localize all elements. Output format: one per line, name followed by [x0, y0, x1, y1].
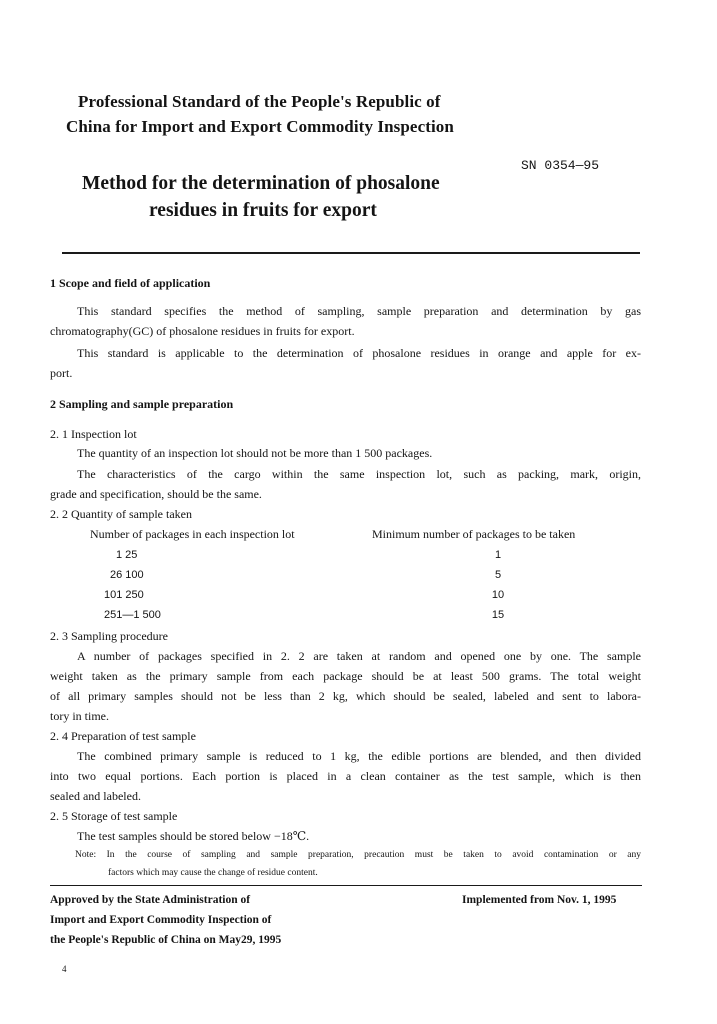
table-row-2-min: 5 [494, 569, 502, 581]
section-2-3-line-3: of all primary samples should not be less than 2 kg, which should be sealed, labeled and sent to labora- [50, 689, 641, 703]
page-number: 4 [62, 964, 67, 974]
section-2-3-line-1: A number of packages specified in 2. 2 are taken at random and opened one by one. The sample [77, 649, 641, 663]
implementation-date: Implemented from Nov. 1, 1995 [462, 894, 617, 906]
section-1-paragraph-1-line-1: This standard specifies the method of sampling, sample preparation and determination by gas [77, 304, 641, 318]
table-header-lot-size: Number of packages in each inspection lot [90, 527, 295, 541]
section-2-1-paragraph-2-line-1: The characteristics of the cargo within the same inspection lot, such as packing, mark, origin, [77, 467, 641, 481]
table-row-4-range: 251—1 500 [104, 609, 161, 621]
storage-note-line-1: Note: In the course of sampling and sample preparation, precaution must be taken to avoid contamination or any [75, 850, 641, 860]
section-2-4-heading: 2. 4 Preparation of test sample [50, 729, 196, 743]
approval-line-1: Approved by the State Administration of [50, 894, 251, 906]
title-divider [62, 252, 640, 254]
section-2-1-paragraph-2-line-2: grade and specification, should be the same. [50, 487, 262, 501]
section-2-4-line-2: into two equal portions. Each portion is placed in a clean container as the test sample, which is then [50, 769, 641, 783]
section-2-5-line-1: The test samples should be stored below −18℃. [77, 829, 310, 843]
section-1-paragraph-2-line-2: port. [50, 366, 73, 380]
section-2-4-line-3: sealed and labeled. [50, 789, 141, 803]
table-row-1-min: 1 [494, 549, 502, 561]
standard-code: SN 0354—95 [521, 158, 600, 173]
document-title-line2: residues in fruits for export [149, 200, 377, 221]
table-row-2-range: 26 100 [110, 569, 144, 581]
storage-note-line-2: factors which may cause the change of residue content. [108, 868, 318, 878]
approval-line-3: the People's Republic of China on May29, 1995 [50, 934, 282, 946]
section-2-1-heading: 2. 1 Inspection lot [50, 427, 137, 441]
table-row-3-range: 101 250 [104, 589, 144, 601]
table-header-minimum: Minimum number of packages to be taken [372, 527, 576, 541]
approval-line-2: Import and Export Commodity Inspection of [50, 914, 272, 926]
section-1-paragraph-1-line-2: chromatography(GC) of phosalone residues in fruits for export. [50, 324, 355, 338]
section-2-1-paragraph-1: The quantity of an inspection lot should not be more than 1 500 packages. [77, 446, 433, 460]
section-2-3-line-2: weight taken as the primary sample from each package should be at least 500 grams. The total weight [50, 669, 641, 683]
table-row-3-min: 10 [491, 589, 505, 601]
section-2-2-heading: 2. 2 Quantity of sample taken [50, 507, 192, 521]
section-1-heading: 1 Scope and field of application [50, 276, 211, 290]
standard-header-line1: Professional Standard of the People's Republic of [78, 92, 441, 111]
section-2-4-line-1: The combined primary sample is reduced to 1 kg, the edible portions are blended, and then divided [77, 749, 641, 763]
section-2-3-line-4: tory in time. [50, 709, 109, 723]
section-1-paragraph-2-line-1: This standard is applicable to the determination of phosalone residues in orange and apple for ex- [77, 346, 641, 360]
standard-header-line2: China for Import and Export Commodity Inspection [66, 117, 454, 136]
footer-divider [50, 885, 642, 886]
section-2-5-heading: 2. 5 Storage of test sample [50, 809, 178, 823]
section-2-3-heading: 2. 3 Sampling procedure [50, 629, 168, 643]
section-2-heading: 2 Sampling and sample preparation [50, 397, 234, 411]
table-row-4-min: 15 [491, 609, 505, 621]
document-title-line1: Method for the determination of phosalone [82, 173, 440, 194]
table-row-1-range: 1 25 [116, 549, 138, 561]
